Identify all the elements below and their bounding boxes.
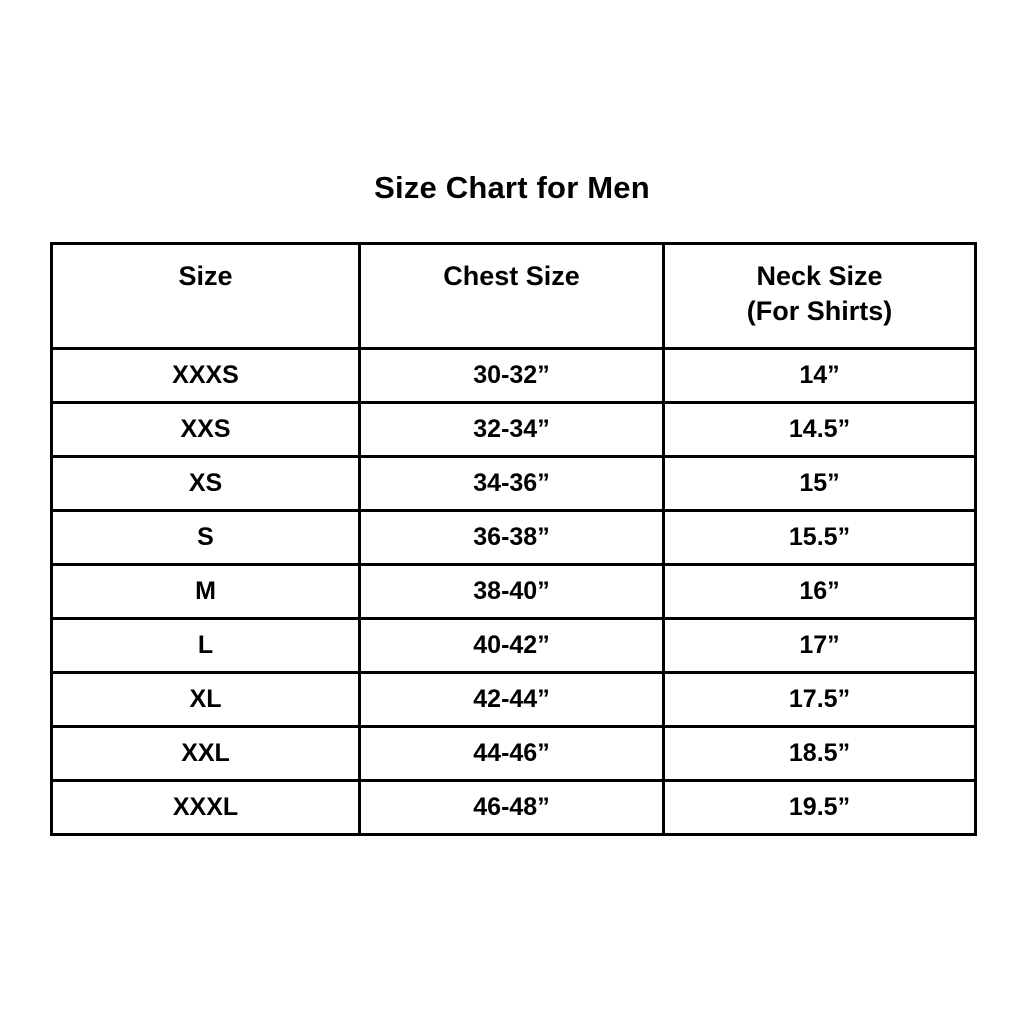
col-header-neck-sublabel: (For Shirts) [746,296,893,327]
neck-cell: 18.5” [664,727,976,781]
neck-cell: 19.5” [664,781,976,835]
chest-cell: 32-34” [360,403,664,457]
size-cell: S [52,511,360,565]
header-row [52,244,976,349]
size-cell: XS [52,457,360,511]
size-cell: XXL [52,727,360,781]
col-header-chest-label: Chest Size [443,261,580,291]
neck-cell: 16” [664,565,976,619]
col-header-neck-label: Neck Size [756,261,883,291]
table-row-xxl [52,727,976,781]
chest-cell: 36-38” [360,511,664,565]
table-row-s [52,511,976,565]
table-row-xxxl [52,781,976,835]
page-title: Size Chart for Men [374,170,650,205]
size-cell: XXXL [52,781,360,835]
col-header-chest [360,244,664,349]
chest-cell: 44-46” [360,727,664,781]
size-chart-table [50,242,977,836]
neck-cell: 14.5” [664,403,976,457]
chest-cell: 34-36” [360,457,664,511]
neck-cell: 14” [664,349,976,403]
size-cell: M [52,565,360,619]
table-row-xl [52,673,976,727]
size-cell: XL [52,673,360,727]
chest-cell: 30-32” [360,349,664,403]
neck-cell: 17” [664,619,976,673]
table-row-m [52,565,976,619]
chest-cell: 46-48” [360,781,664,835]
size-cell: XXS [52,403,360,457]
chest-cell: 38-40” [360,565,664,619]
neck-cell: 15” [664,457,976,511]
table-row-xxs [52,403,976,457]
chest-cell: 42-44” [360,673,664,727]
col-header-size [52,244,360,349]
table-row-xs [52,457,976,511]
neck-cell: 17.5” [664,673,976,727]
chest-cell: 40-42” [360,619,664,673]
col-header-neck [664,244,976,349]
table-row-l [52,619,976,673]
neck-cell: 15.5” [664,511,976,565]
size-cell: XXXS [52,349,360,403]
size-cell: L [52,619,360,673]
col-header-size-label: Size [178,261,233,291]
table-row-xxxs [52,349,976,403]
